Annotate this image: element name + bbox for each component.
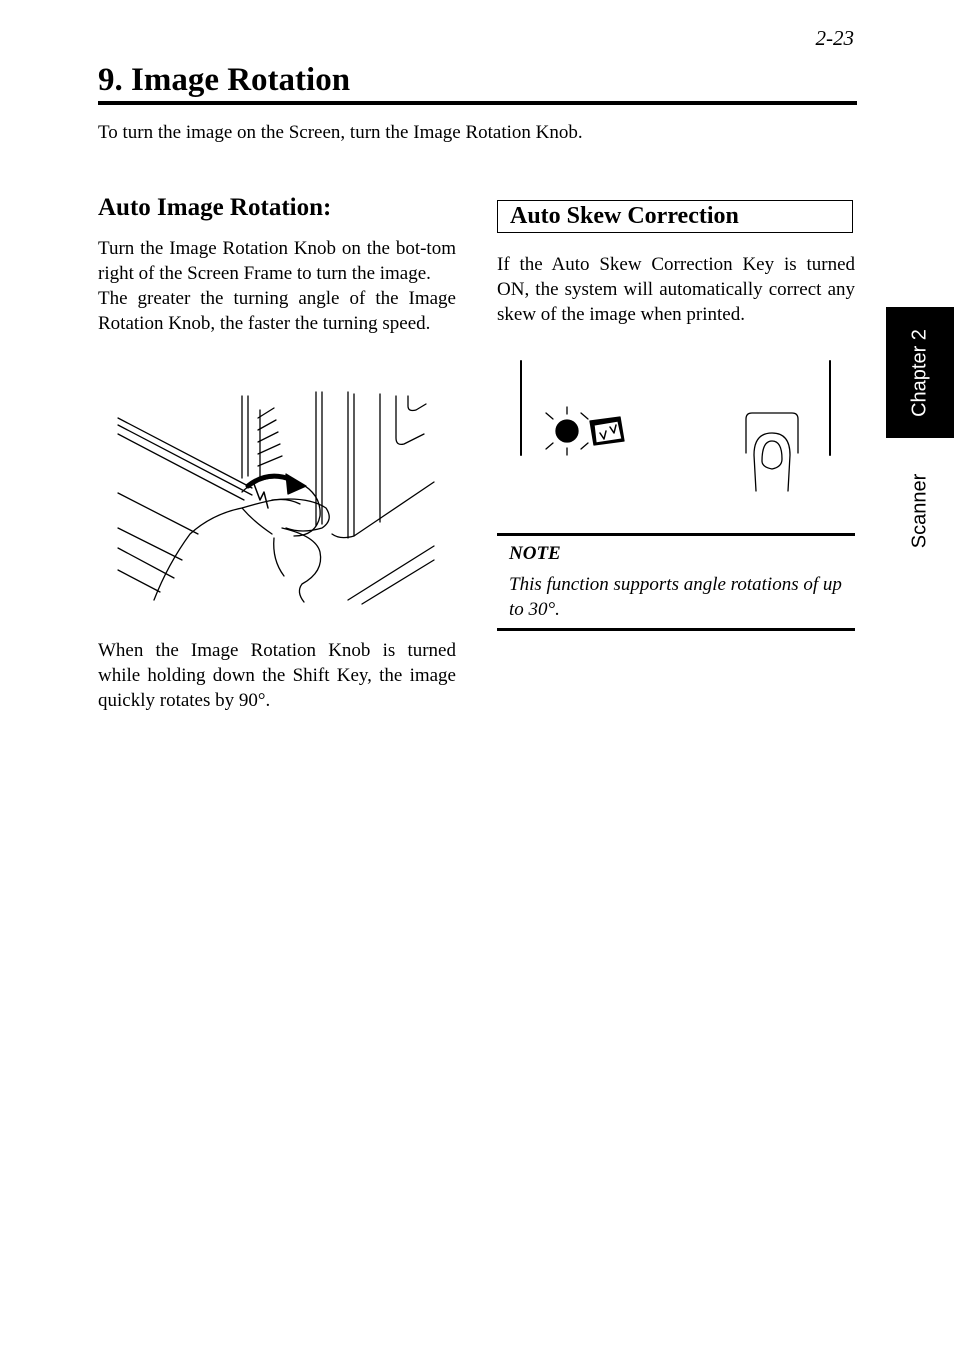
section-tab [886, 452, 954, 570]
auto-skew-heading-box [497, 200, 853, 233]
skew-document-icon [590, 417, 624, 445]
skew-paragraph: If the Auto Skew Correction Key is turned ON, the system will automatically correct any skew of the image when printed. [497, 254, 855, 325]
page-title: 9. Image Rotation [98, 62, 351, 98]
chapter-tab-label: Chapter 2 [908, 328, 931, 417]
indicator-lamp-icon [546, 407, 588, 455]
rotation-paragraph-1: Turn the Image Rotation Knob on the bot-tom right of the Screen Frame to turn the image. [98, 238, 456, 284]
note-text: This function supports angle rotations of up to 30°. [509, 574, 842, 620]
auto-image-rotation-heading: Auto Image Rotation: [98, 194, 332, 221]
skew-key-illustration [510, 355, 840, 495]
section-tab-label: Scanner [908, 473, 931, 549]
note-box [497, 533, 855, 631]
auto-skew-heading: Auto Skew Correction [510, 203, 739, 229]
knob-illustration [112, 388, 442, 610]
title-rule [98, 101, 857, 105]
skew-correction-key-icon [746, 413, 798, 491]
rotation-paragraph-3: When the Image Rotation Knob is turned while holding down the Shift Key, the image quickly rotates by 90°. [98, 640, 456, 711]
page-number: 2-23 [815, 26, 854, 50]
intro-text: To turn the image on the Screen, turn the Image Rotation Knob. [98, 122, 583, 143]
right-column [497, 252, 855, 327]
chapter-tab [886, 307, 954, 438]
rotation-paragraph-2: The greater the turning angle of the Image Rotation Knob, the faster the turning speed. [98, 288, 456, 334]
note-label: NOTE [509, 543, 561, 564]
